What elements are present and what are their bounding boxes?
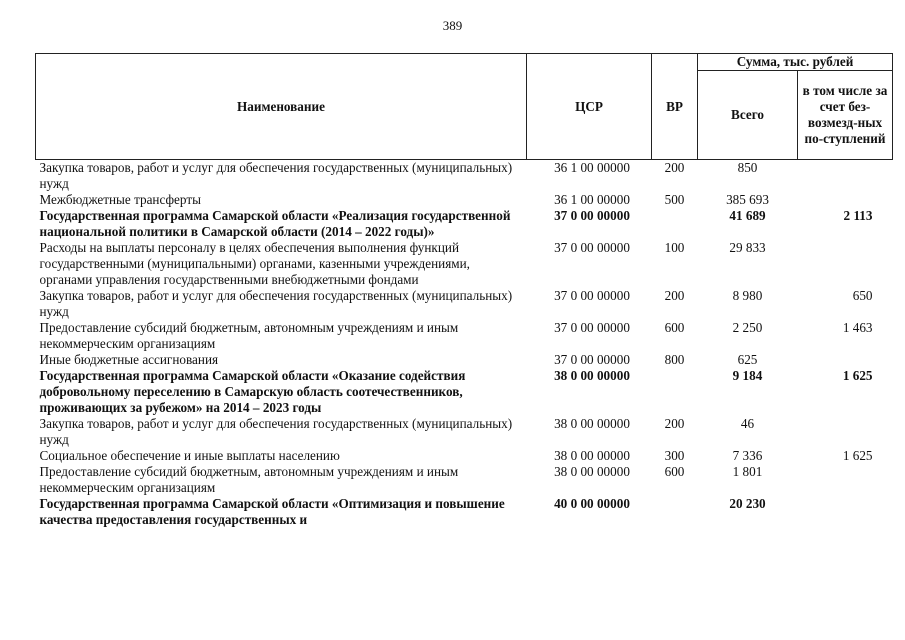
- table-row: [36, 288, 893, 320]
- row-name: Закупка товаров, работ и услуг для обеспечения государственных (муниципальных) нужд: [39, 416, 513, 447]
- row-name: Закупка товаров, работ и услуг для обеспечения государственных (муниципальных) нужд: [39, 288, 513, 319]
- row-name: Закупка товаров, работ и услуг для обеспечения государственных (муниципальных) нужд: [39, 160, 513, 191]
- table-row: [36, 464, 893, 496]
- row-total: 8 980: [732, 288, 763, 303]
- row-bezvozmezd: 650: [852, 288, 873, 303]
- row-total: 9 184: [732, 368, 763, 383]
- header-vr: ВР: [652, 54, 698, 160]
- table-row: [36, 160, 893, 193]
- table-row: [36, 208, 893, 240]
- header-bezvozmezd: в том числе за счет без-возмезд-ных по-ступлений: [798, 71, 893, 160]
- row-csr: 38 0 00 00000: [554, 448, 630, 463]
- row-csr: 36 1 00 00000: [554, 160, 630, 175]
- row-name: Предоставление субсидий бюджетным, автономным учреждениям и иным некоммерческим организациям: [39, 464, 459, 495]
- row-total: 385 693: [726, 192, 769, 207]
- row-bezvozmezd: 1 625: [842, 448, 873, 463]
- table-row: [36, 448, 893, 464]
- header-name: Наименование: [36, 54, 527, 160]
- row-csr: 37 0 00 00000: [554, 320, 630, 335]
- row-bezvozmezd: [798, 192, 893, 208]
- row-bezvozmezd: [798, 496, 893, 528]
- row-vr: 300: [664, 448, 685, 463]
- row-total: 41 689: [729, 208, 766, 223]
- row-vr: 600: [664, 320, 685, 335]
- row-name: Социальное обеспечение и иные выплаты населению: [39, 448, 340, 463]
- row-bezvozmezd: [798, 464, 893, 496]
- row-bezvozmezd: [798, 160, 893, 193]
- row-vr: [652, 496, 698, 528]
- row-name: Государственная программа Самарской области «Оптимизация и повышение качества предоставления государственных и: [39, 496, 505, 527]
- row-bezvozmezd: 1 463: [842, 320, 873, 335]
- row-csr: 37 0 00 00000: [554, 288, 630, 303]
- row-total: 7 336: [732, 448, 763, 463]
- budget-table: [35, 53, 893, 528]
- row-vr: 200: [664, 288, 685, 303]
- row-csr: 38 0 00 00000: [554, 368, 630, 383]
- row-csr: 37 0 00 00000: [554, 352, 630, 367]
- row-vr: [652, 368, 698, 416]
- table-row: [36, 368, 893, 416]
- row-vr: 600: [664, 464, 685, 479]
- row-name: Государственная программа Самарской области «Реализация государственной национальной политики в Самарской области (2014 – 2022 годы)»: [39, 208, 511, 239]
- row-total: 20 230: [729, 496, 766, 511]
- table-row: [36, 416, 893, 448]
- row-vr: [652, 208, 698, 240]
- table-row: [36, 320, 893, 352]
- row-total: 46: [740, 416, 755, 431]
- row-name: Расходы на выплаты персоналу в целях обеспечения выполнения функций государственными (муниципальными) органами, казенными учреждениями, органами управления государственными внебюджетными фондами: [39, 240, 470, 287]
- header-sum-group: Сумма, тыс. рублей: [698, 54, 893, 71]
- row-vr: 800: [664, 352, 685, 367]
- row-bezvozmezd: [798, 240, 893, 288]
- header-total: Всего: [698, 71, 798, 160]
- row-total: 2 250: [732, 320, 763, 335]
- table-row: [36, 496, 893, 528]
- row-vr: 500: [664, 192, 685, 207]
- row-vr: 100: [664, 240, 685, 255]
- table-body: [36, 160, 893, 529]
- row-csr: 37 0 00 00000: [554, 240, 630, 255]
- table-row: [36, 240, 893, 288]
- row-total: 29 833: [729, 240, 766, 255]
- budget-table-container: [35, 53, 892, 528]
- row-csr: 38 0 00 00000: [554, 416, 630, 431]
- table-header: [36, 54, 893, 160]
- row-bezvozmezd: [798, 416, 893, 448]
- table-row: [36, 352, 893, 368]
- row-bezvozmezd: 2 113: [843, 208, 873, 223]
- row-name: Межбюджетные трансферты: [39, 192, 201, 207]
- table-row: [36, 192, 893, 208]
- row-name: Предоставление субсидий бюджетным, автономным учреждениям и иным некоммерческим организациям: [39, 320, 459, 351]
- row-csr: 37 0 00 00000: [554, 208, 630, 223]
- row-csr: 40 0 00 00000: [554, 496, 630, 511]
- row-total: 625: [737, 352, 758, 367]
- row-name: Иные бюджетные ассигнования: [39, 352, 219, 367]
- row-total: 850: [737, 160, 758, 175]
- row-bezvozmezd: [798, 352, 893, 368]
- row-total: 1 801: [732, 464, 763, 479]
- row-csr: 36 1 00 00000: [554, 192, 630, 207]
- row-bezvozmezd: 1 625: [842, 368, 873, 383]
- row-csr: 38 0 00 00000: [554, 464, 630, 479]
- row-vr: 200: [664, 160, 685, 175]
- row-name: Государственная программа Самарской области «Оказание содействия добровольному переселению в Самарскую область соотечественников, проживающих за рубежом» на 2014 – 2023 годы: [39, 368, 466, 415]
- row-vr: 200: [664, 416, 685, 431]
- header-csr: ЦСР: [527, 54, 652, 160]
- page-number: 389: [442, 18, 463, 33]
